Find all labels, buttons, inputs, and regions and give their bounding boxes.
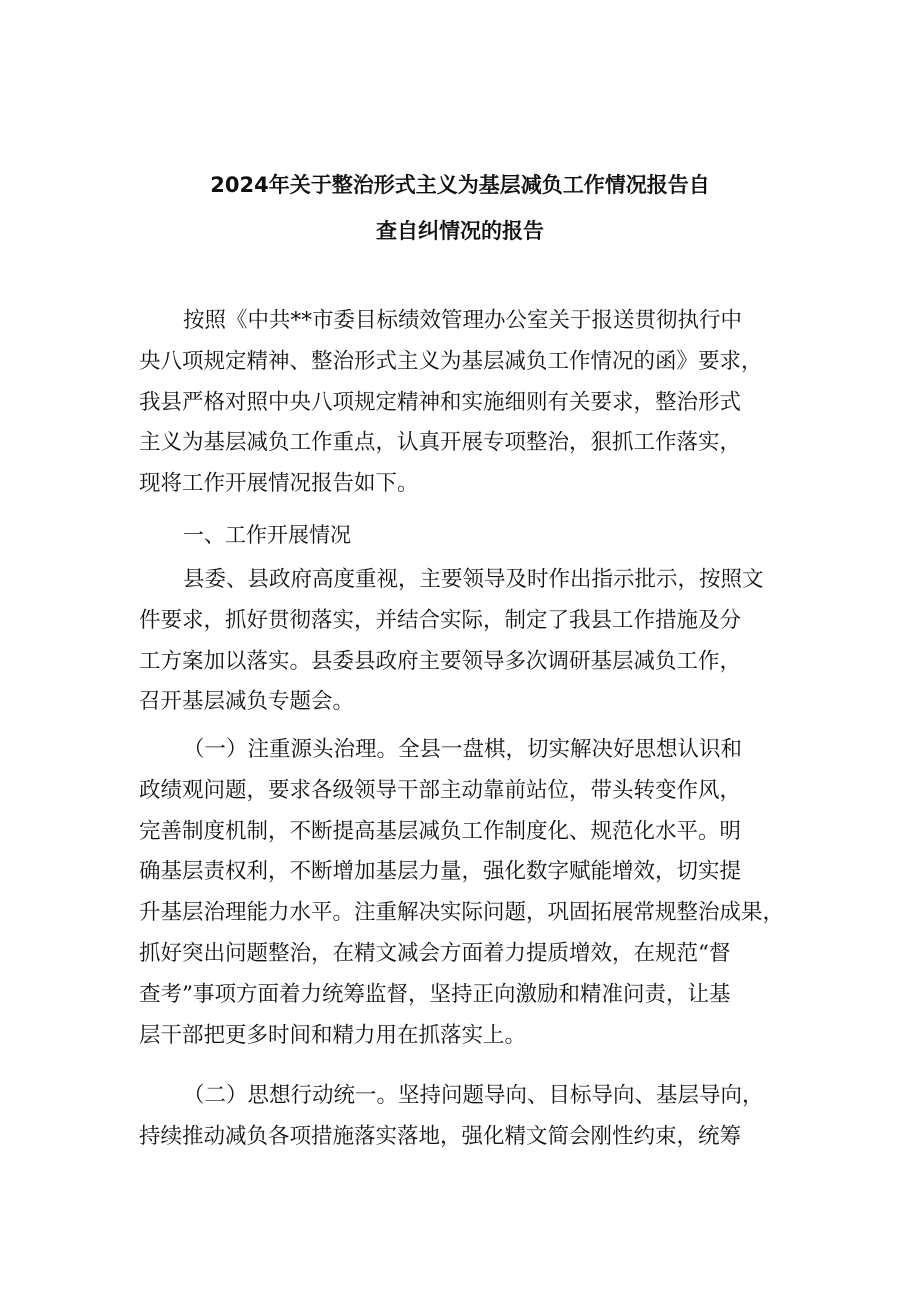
text-line: 层干部把更多时间和精力用在抓落实上。 <box>139 1022 527 1048</box>
text-line: 我县严格对照中央八项规定精神和实施细则有关要求，整治形式 <box>139 389 742 415</box>
text-line: （二）思想行动统一。坚持问题导向、目标导向、基层导向， <box>183 1083 764 1108</box>
text-line: 升基层治理能力水平。注重解决实际问题，巩固拓展常规整治成果， <box>139 900 785 926</box>
text-line: 县委、县政府高度重视，主要领导及时作出指示批示，按照文 <box>183 567 764 592</box>
document-title-line-1: 2024年关于整治形式主义为基层减负工作情况报告自 <box>210 173 710 197</box>
text-line: 主义为基层减负工作重点，认真开展专项整治，狠抓工作落实， <box>139 430 742 456</box>
text-line: 持续推动减负各项措施落实落地，强化精文简会刚性约束，统筹 <box>139 1123 742 1149</box>
text-line: 件要求，抓好贯彻落实，并结合实际，制定了我县工作措施及分 <box>139 607 742 633</box>
text-line: 抓好突出问题整治，在精文减会方面着力提质增效，在规范“督 <box>139 940 731 966</box>
subsection-2-paragraph <box>139 1076 791 1158</box>
text-line: 查考”事项方面着力统筹监督，坚持正向激励和精准问责，让基 <box>139 981 731 1007</box>
document-title-line-2: 查自纠情况的报告 <box>376 219 544 243</box>
text-line: 央八项规定精神、整治形式主义为基层减负工作情况的函》要求， <box>139 348 763 374</box>
text-line: 召开基层减负专题会。 <box>139 689 355 715</box>
text-line: 工方案加以落实。县委县政府主要领导多次调研基层减负工作， <box>139 648 742 674</box>
text-line: 政绩观问题，要求各级领导干部主动靠前站位，带头转变作风， <box>139 777 742 803</box>
section-heading: 一、工作开展情况 <box>183 523 351 547</box>
subsection-1-paragraph <box>139 730 791 1056</box>
text-line: 确基层责权利，不断增加基层力量，强化数字赋能增效，切实提 <box>139 859 742 885</box>
text-line: 完善制度机制，不断提高基层减负工作制度化、规范化水平。明 <box>139 818 742 844</box>
text-line: （一）注重源头治理。全县一盘棋，切实解决好思想认识和 <box>183 737 743 762</box>
intro-paragraph <box>139 301 791 505</box>
text-line: 按照《中共**市委目标绩效管理办公室关于报送贯彻执行中 <box>183 308 743 333</box>
overview-paragraph <box>139 560 791 723</box>
text-line: 现将工作开展情况报告如下。 <box>139 471 419 497</box>
